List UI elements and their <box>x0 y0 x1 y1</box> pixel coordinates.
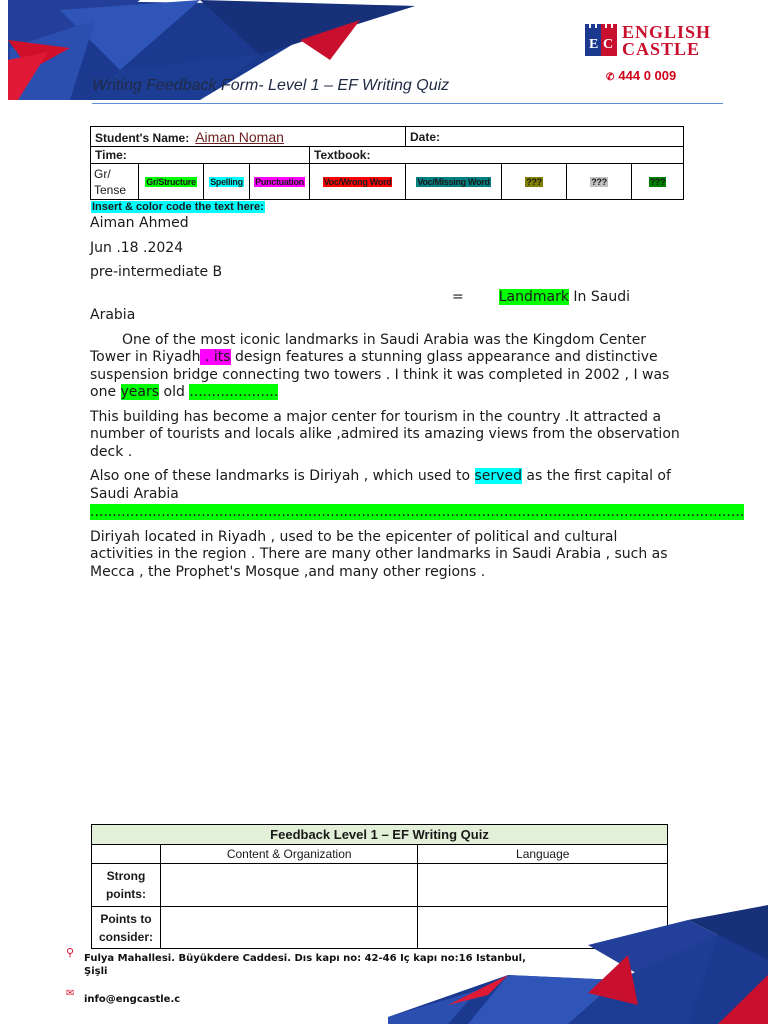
feedback-title: Feedback Level 1 – EF Writing Quiz <box>92 825 668 845</box>
essay-title-line2: Arabia <box>90 307 136 323</box>
phone-text: 444 0 009 <box>618 68 677 83</box>
grammar-highlight-dots: .................... <box>189 384 279 400</box>
essay-date: Jun .18 .2024 <box>90 239 184 256</box>
date-label: Date: <box>410 129 441 144</box>
feedback-col-language: Language <box>418 845 668 864</box>
feedback-row-consider: Points to consider: <box>92 907 161 949</box>
code-unassigned-2: ??? <box>567 164 632 200</box>
gr-tense-label: Gr/ Tense <box>94 166 127 197</box>
textbook-cell <box>310 147 684 164</box>
code-unassigned-1: ??? <box>502 164 567 200</box>
essay-paragraph-4: Diriyah located in Riyadh , used to be the epicenter of political and cultural activities in the region . There are many other landmarks in Saudi Arabia , such as Mecca , the Prophet's Mosque ,and many other regions . <box>90 528 668 580</box>
feedback-row-strong: Strong points: <box>92 864 161 907</box>
student-name-label: Student's Name: <box>95 130 190 145</box>
consider-content-field[interactable] <box>160 907 418 949</box>
code-spelling: Spelling <box>204 164 250 200</box>
form-title: Writing Feedback Form- Level 1 – EF Writing Quiz <box>92 77 450 94</box>
essay-paragraph-2: This building has become a major center for tourism in the country .It attracted a number of tourists and locals alike ,admired its amazing views from the observation deck . <box>90 408 680 460</box>
code-punctuation: Punctuation <box>250 164 310 200</box>
strong-content-field[interactable] <box>160 864 418 907</box>
grammar-highlight: years <box>120 384 160 400</box>
location-pin-icon: ⚲ <box>66 946 75 959</box>
feedback-corner-cell <box>92 845 161 864</box>
insert-instruction: Insert & color code the text here: <box>92 201 264 213</box>
code-unassigned-3: ??? <box>632 164 684 200</box>
gr-tense-cell <box>91 164 139 200</box>
student-name-cell <box>91 127 406 147</box>
essay-text <box>90 214 745 581</box>
code-voc-missing-word: Voc/Missing Word <box>406 164 502 200</box>
punctuation-highlight: . its <box>200 349 231 365</box>
footer-email[interactable]: info@engcastle.c <box>84 994 181 1005</box>
essay-paragraph-1: One of the most iconic landmarks in Saudi Arabia was the Kingdom Center Tower in Riyadh . its design features a stunning glass appearance and distinctive suspension bridge connecting two towers . I think it was completed in 2002 , I was one years old .................... <box>90 331 670 400</box>
textbook-label: Textbook: <box>314 148 371 162</box>
time-cell <box>91 147 310 164</box>
footer-address: Fulya Mahallesi. Büyükdere Caddesi. Dıs kapı no: 42-46 Iç kapı no:16 Istanbul, Şişli <box>84 953 526 977</box>
code-voc-wrong-word: Voc/Wrong Word <box>310 164 406 200</box>
essay-author: Aiman Ahmed <box>90 215 189 231</box>
svg-text:C: C <box>603 37 614 52</box>
essay-title-highlight: Landmark <box>498 288 569 305</box>
date-cell <box>406 127 684 147</box>
feedback-col-content: Content & Organization <box>160 845 418 864</box>
svg-text:E: E <box>589 37 599 52</box>
spelling-highlight: served <box>474 468 522 484</box>
grammar-highlight-dotted: ................................................................................................................................................... <box>90 504 745 520</box>
essay-paragraph-3: Also one of these landmarks is Diriyah , which used to served as the first capital of Saudi Arabia <box>90 468 671 502</box>
code-gr-structure: Gr/Structure <box>139 164 204 200</box>
essay-title-eq: = <box>452 288 464 305</box>
essay-title <box>90 289 680 307</box>
phone-number <box>606 68 676 83</box>
time-label: Time: <box>95 148 127 162</box>
logo-text-english: ENGLISH <box>622 22 712 42</box>
header-divider <box>92 103 723 104</box>
student-name-value: Aiman Noman <box>195 128 284 145</box>
essay-level: pre-intermediate B <box>90 264 223 280</box>
student-info-table <box>90 126 684 200</box>
strong-language-field[interactable] <box>418 864 668 907</box>
essay-title-rest: In Saudi <box>568 288 630 305</box>
essay-dots-line <box>90 504 745 522</box>
phone-icon: ✆ <box>606 72 615 83</box>
email-icon: ✉ <box>66 988 75 999</box>
logo-text-castle: CASTLE <box>622 39 701 59</box>
